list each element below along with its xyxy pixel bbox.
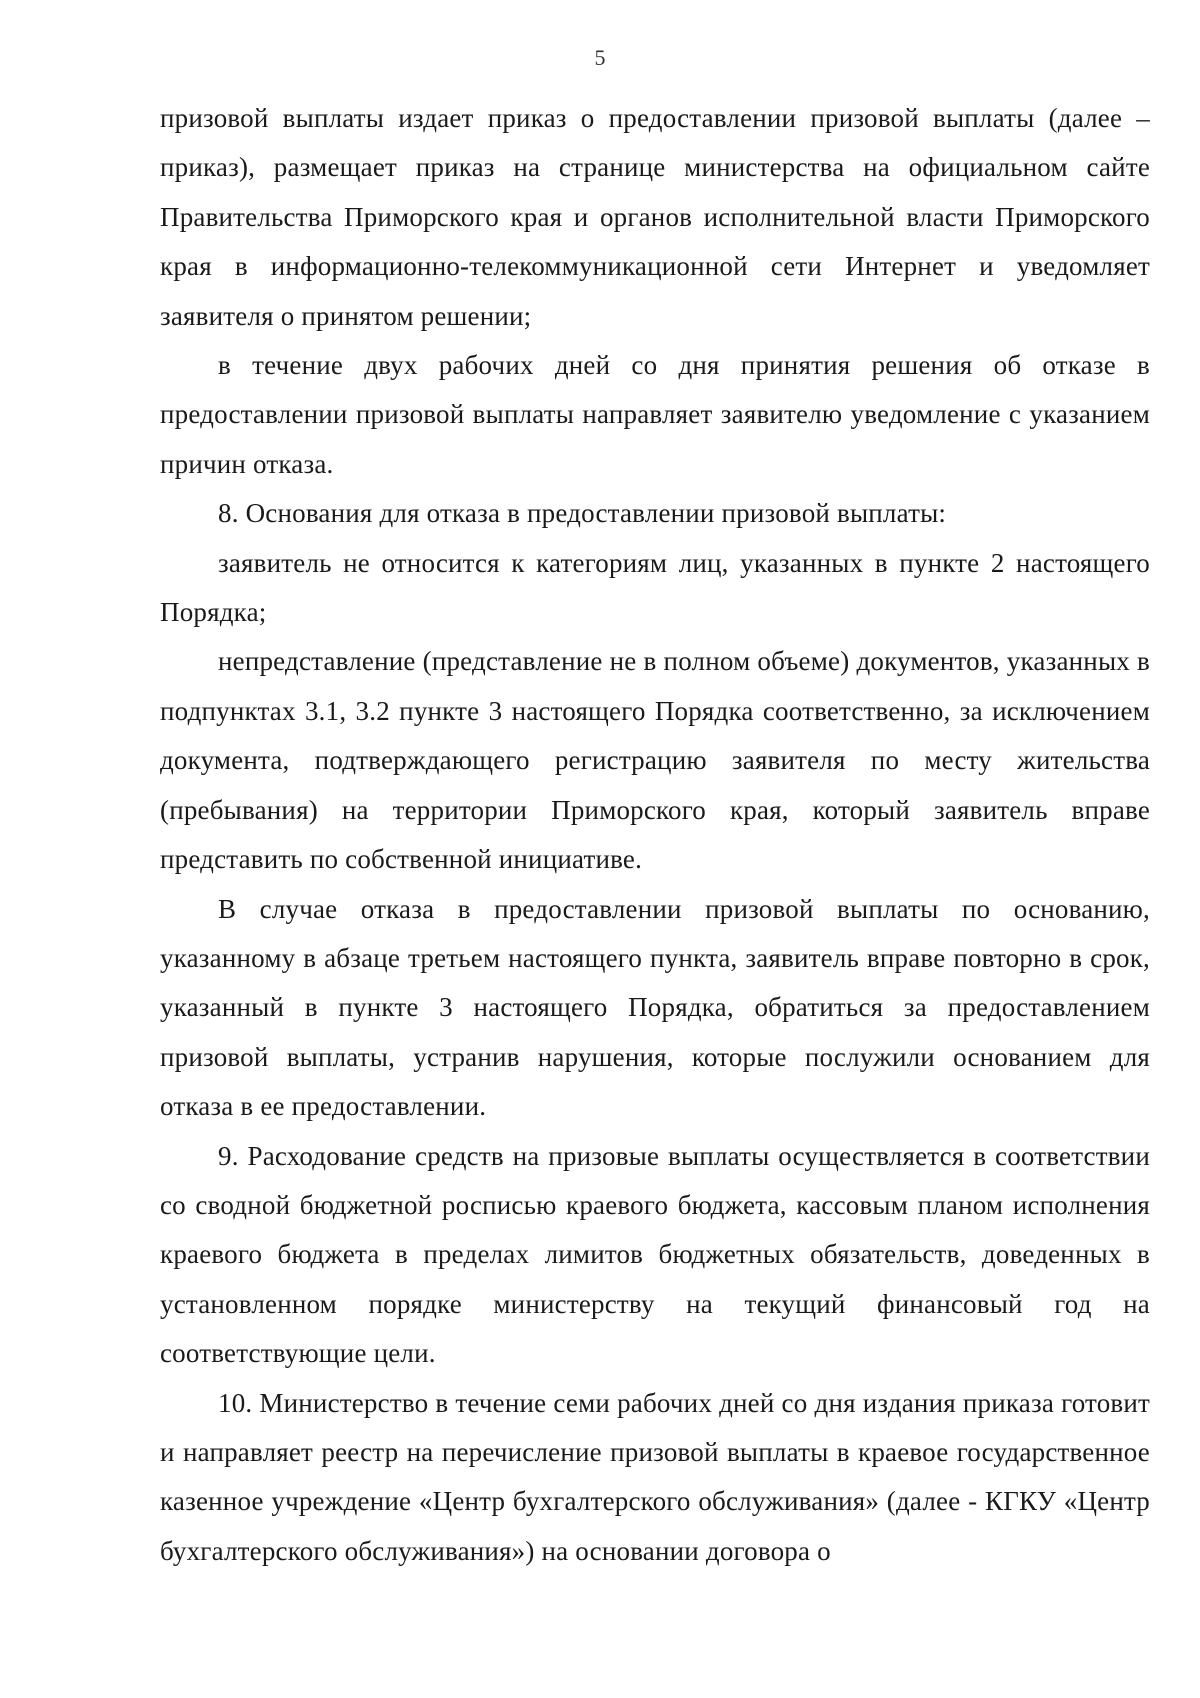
paragraph-documents-not-submitted: непредставление (представление не в полном объеме) документов, указанных в подпунктах 3.1, 3.2 пункте 3 настоящего Порядка соответственно, за исключением документа, подтверждающего регистрацию заявителя по месту жительства (пребывания) на территории Приморского края, который заявитель вправе представить по собственной инициативе. (160, 646, 1150, 875)
paragraph-applicant-category: заявитель не относится к категориям лиц, указанных в пункте 2 настоящего Порядка; (160, 547, 1150, 628)
paragraph-item-9-spending: 9. Расходование средств на призовые выплаты осуществляется в соответствии со сводной бюджетной росписью краевого бюджета, кассовым планом исполнения краевого бюджета в пределах лимитов бюджетных обязательств, доведенных в установленном порядке министерству на текущий финансовый год на соответствующие цели. (160, 1140, 1150, 1369)
document-body (160, 94, 1150, 1576)
paragraph-refusal-notification: в течение двух рабочих дней со дня принятия решения об отказе в предоставлении призовой выплаты направляет заявителю уведомление с указанием причин отказа. (160, 350, 1150, 479)
paragraph-item-8-heading: 8. Основания для отказа в предоставлении призовой выплаты: (218, 498, 947, 529)
paragraph-prize-order-continuation: призовой выплаты издает приказ о предоставлении призовой выплаты (далее – приказ), размещает приказ на странице министерства на официальном сайте Правительства Приморского края и органов исполнительной власти Приморского края в информационно-телекоммуникационной сети Интернет и уведомляет заявителя о принятом решении; (160, 103, 1150, 331)
paragraph-repeat-application: В случае отказа в предоставлении призовой выплаты по основанию, указанному в абзаце третьем настоящего пункта, заявитель вправе повторно в срок, указанный в пункте 3 настоящего Порядка, обратиться за предоставлением призовой выплаты, устранив нарушения, которые послужили основанием для отказа в ее предоставлении. (160, 893, 1150, 1122)
page-number: 5 (594, 45, 606, 70)
paragraph-item-10-registry: 10. Министерство в течение семи рабочих дней со дня издания приказа готовит и направляет реестр на перечисление призовой выплаты в краевое государственное казенное учреждение «Центр бухгалтерского обслуживания» (далее - КГКУ «Центр бухгалтерского обслуживания») на основании договора о (160, 1387, 1150, 1566)
